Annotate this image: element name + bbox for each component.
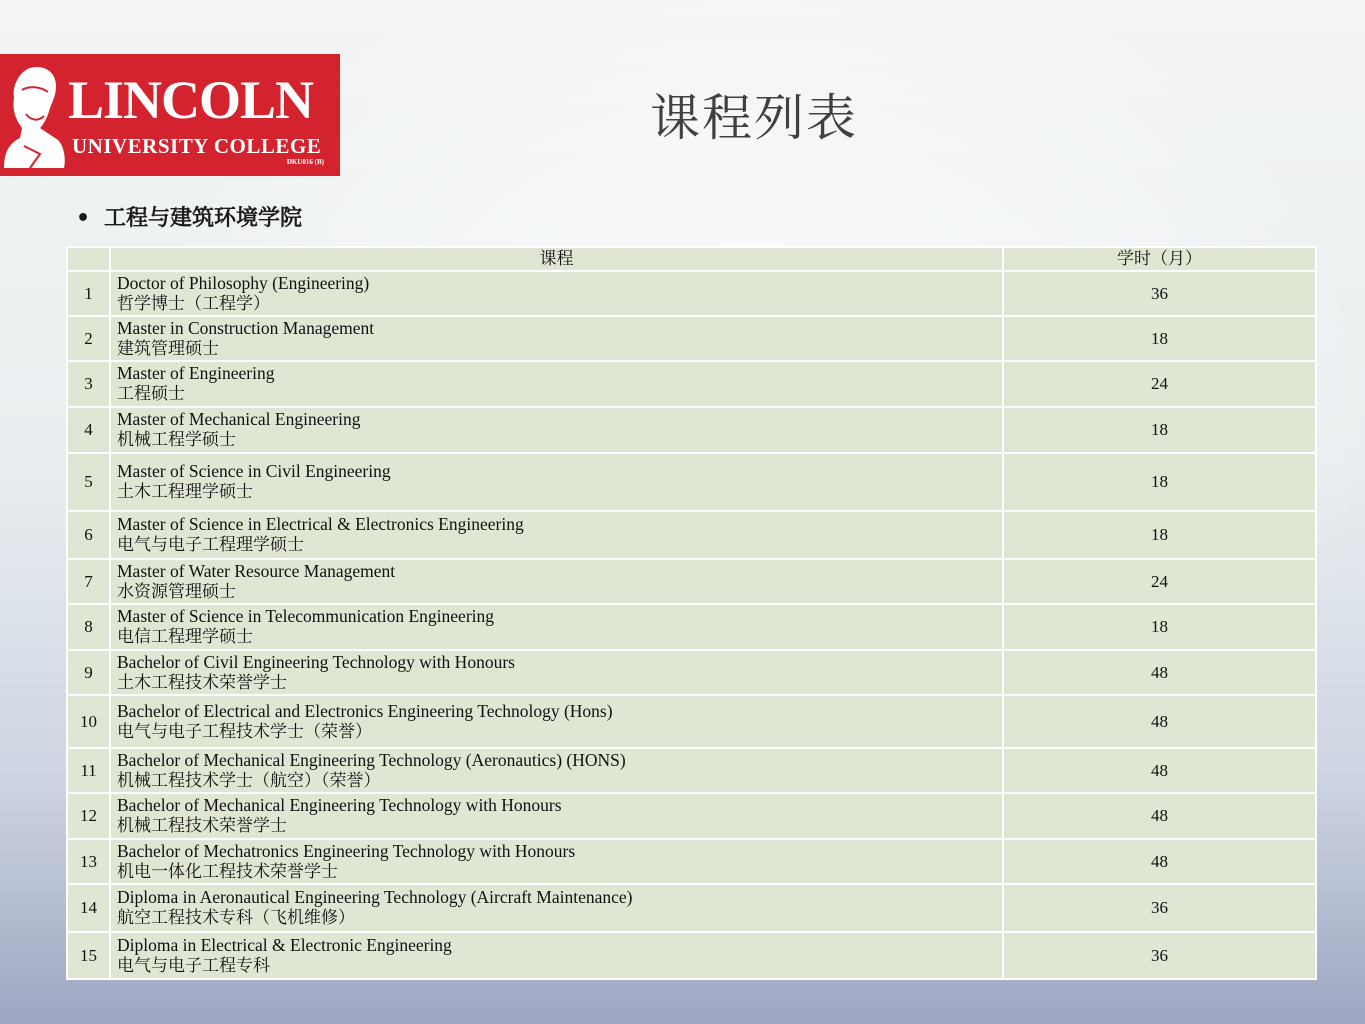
course-name-en: Master of Water Resource Management (117, 560, 396, 581)
course-name-zh: 航空工程技术专科（飞机维修） (117, 908, 355, 928)
course-cell (110, 453, 1003, 511)
table-row (67, 316, 1316, 361)
row-number: 8 (67, 604, 110, 650)
course-cell (110, 884, 1003, 932)
logo-code: DKU016 (B) (286, 158, 324, 166)
row-number: 12 (67, 793, 110, 839)
row-number: 6 (67, 511, 110, 559)
row-number: 10 (67, 695, 110, 748)
course-cell (110, 559, 1003, 604)
course-months: 18 (1003, 407, 1316, 453)
course-months: 36 (1003, 932, 1316, 979)
course-cell (110, 407, 1003, 453)
course-name-zh: 电气与电子工程技术学士（荣誉） (117, 721, 372, 742)
row-number: 13 (67, 839, 110, 884)
course-name-en: Bachelor of Mechatronics Engineering Technology with Honours (117, 840, 576, 861)
course-cell (110, 932, 1003, 979)
course-cell (110, 695, 1003, 748)
table-row (67, 559, 1316, 604)
course-months: 36 (1003, 884, 1316, 932)
course-cell (110, 839, 1003, 884)
row-number: 1 (67, 271, 110, 316)
course-name-en: Bachelor of Mechanical Engineering Technology (Aeronautics) (HONS) (117, 749, 626, 770)
table-row (67, 511, 1316, 559)
course-name-en: Master of Mechanical Engineering (117, 409, 361, 429)
course-name-zh: 电信工程理学硕士 (117, 627, 253, 647)
course-name-zh: 电气与电子工程理学硕士 (117, 535, 304, 555)
course-cell (110, 316, 1003, 361)
page-title: 课程列表 (650, 89, 858, 147)
course-name-zh: 水资源管理硕士 (117, 581, 236, 602)
course-name-en: Diploma in Electrical & Electronic Engineering (117, 934, 452, 955)
table-row (67, 407, 1316, 453)
course-name-zh: 机械工程技术荣誉学士 (117, 816, 287, 836)
course-name-en: Master of Science in Electrical & Electronics Engineering (117, 514, 524, 534)
course-name-en: Bachelor of Mechanical Engineering Technology with Honours (117, 795, 562, 815)
table-row (67, 793, 1316, 839)
logo-name: LINCOLN (68, 70, 314, 130)
course-name-zh: 哲学博士（工程学） (117, 293, 270, 314)
course-name-zh: 土木工程理学硕士 (117, 482, 253, 502)
course-name-zh: 机械工程学硕士 (117, 430, 236, 450)
course-months: 48 (1003, 748, 1316, 793)
lincoln-bust-icon (0, 54, 70, 176)
course-name-en: Doctor of Philosophy (Engineering) (117, 272, 370, 293)
course-months: 18 (1003, 453, 1316, 511)
row-number: 11 (67, 748, 110, 793)
header-course: 课程 (110, 247, 1003, 271)
table-row (67, 650, 1316, 695)
course-name-en: Master in Construction Management (117, 317, 375, 338)
course-table (66, 246, 1317, 980)
header-duration: 学时（月） (1003, 247, 1316, 271)
course-cell (110, 793, 1003, 839)
row-number: 2 (67, 316, 110, 361)
course-name-en: Master of Science in Civil Engineering (117, 461, 391, 481)
course-name-zh: 机电一体化工程技术荣誉学士 (117, 861, 338, 882)
course-name-en: Bachelor of Electrical and Electronics Engineering Technology (Hons) (117, 700, 613, 721)
course-name-zh: 电气与电子工程专科 (117, 955, 270, 976)
course-months: 18 (1003, 316, 1316, 361)
section-label: 工程与建筑环境学院 (104, 206, 303, 231)
row-number: 9 (67, 650, 110, 695)
course-months: 48 (1003, 839, 1316, 884)
bullet-icon: • (76, 206, 91, 231)
table-row (67, 271, 1316, 316)
course-months: 36 (1003, 271, 1316, 316)
course-cell (110, 511, 1003, 559)
course-name-zh: 机械工程技术学士（航空）（荣誉） (117, 770, 381, 791)
course-cell (110, 650, 1003, 695)
row-number: 7 (67, 559, 110, 604)
row-number: 14 (67, 884, 110, 932)
table-header-row (67, 247, 1316, 271)
row-number: 5 (67, 453, 110, 511)
course-months: 48 (1003, 793, 1316, 839)
course-name-en: Bachelor of Civil Engineering Technology with Honours (117, 651, 515, 672)
table-row (67, 839, 1316, 884)
course-name-en: Master of Engineering (117, 363, 275, 383)
course-months: 24 (1003, 559, 1316, 604)
table-row (67, 884, 1316, 932)
course-name-zh: 土木工程技术荣誉学士 (117, 672, 287, 693)
table-row (67, 604, 1316, 650)
logo-subtitle: UNIVERSITY COLLEGE (72, 134, 322, 158)
table-row (67, 361, 1316, 407)
course-cell (110, 271, 1003, 316)
course-name-en: Master of Science in Telecommunication Engineering (117, 606, 495, 626)
course-months: 48 (1003, 695, 1316, 748)
course-months: 24 (1003, 361, 1316, 407)
course-cell (110, 361, 1003, 407)
row-number: 15 (67, 932, 110, 979)
row-number: 4 (67, 407, 110, 453)
course-months: 48 (1003, 650, 1316, 695)
table-row (67, 453, 1316, 511)
course-name-en: Diploma in Aeronautical Engineering Technology (Aircraft Maintenance) (117, 887, 633, 907)
course-months: 18 (1003, 511, 1316, 559)
table-row (67, 932, 1316, 979)
course-cell (110, 604, 1003, 650)
course-name-zh: 建筑管理硕士 (117, 338, 219, 359)
course-cell (110, 748, 1003, 793)
course-name-zh: 工程硕士 (117, 384, 185, 404)
university-logo (0, 54, 340, 176)
course-months: 18 (1003, 604, 1316, 650)
section-heading (76, 203, 302, 235)
header-number (67, 247, 110, 271)
row-number: 3 (67, 361, 110, 407)
table-row (67, 695, 1316, 748)
table-row (67, 748, 1316, 793)
